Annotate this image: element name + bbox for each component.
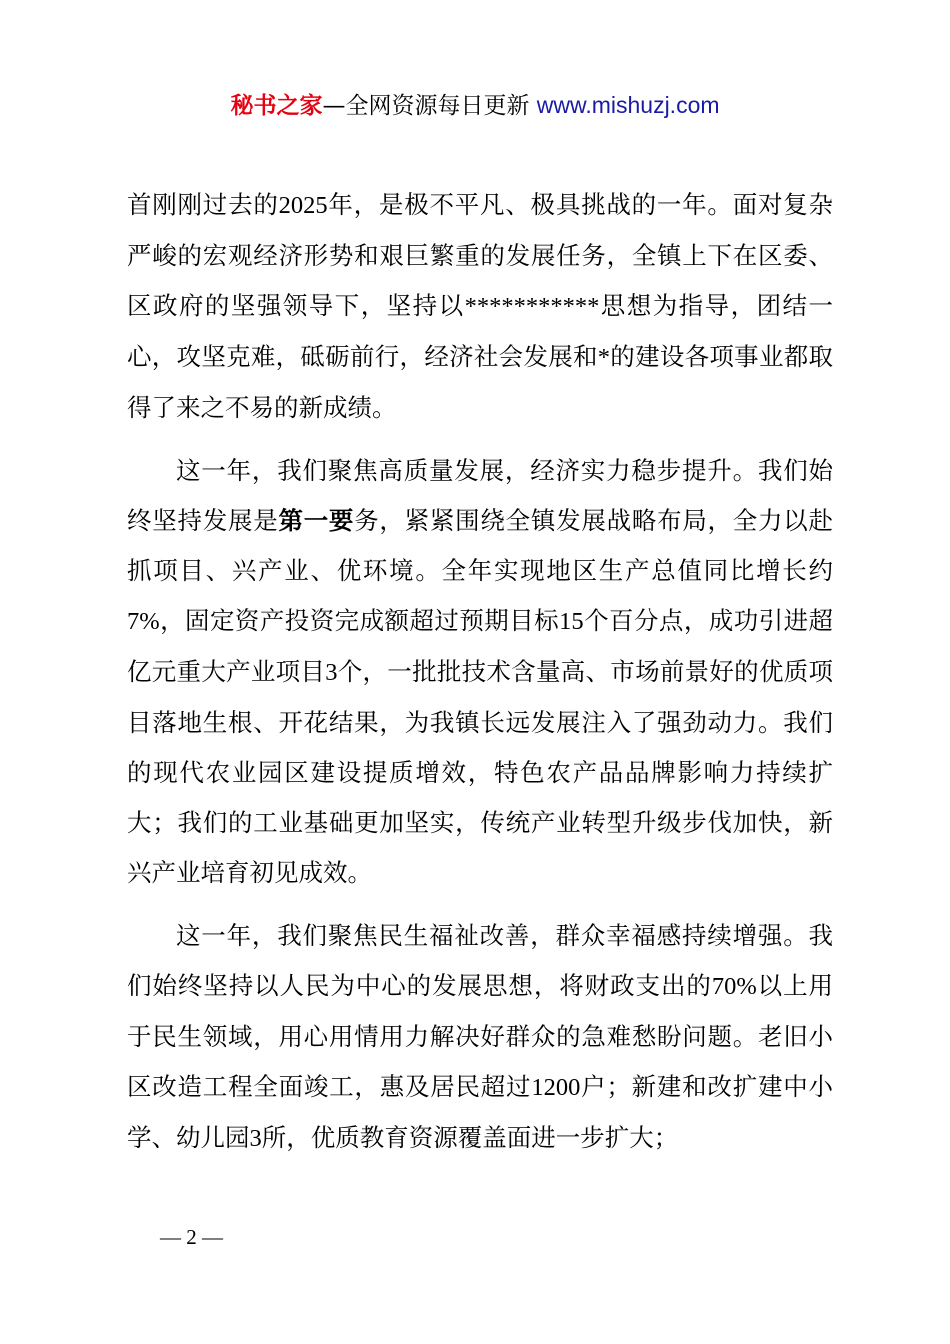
- text-segment: 这一年，我们聚焦民生福祉改善，群众幸福感持续增强。我们始终坚持以人民为中心的发展思想，将财政支出的: [127, 921, 833, 1000]
- growth-rate-value: 7%: [127, 608, 160, 635]
- text-segment: 这一年，我们聚焦高质量发展，经济实力稳步提升。我们始终坚持发展是: [127, 456, 833, 535]
- text-segment: ，固定资产投资完成额超过预期目标: [159, 606, 560, 635]
- text-segment: 以上用于民生领域，用心用情用力解决好群众的急难愁盼问题。老旧小区改造工程全面竣工，惠及居民超过: [127, 971, 834, 1101]
- school-count-value: 3: [249, 1125, 262, 1152]
- paragraph-2: [127, 446, 833, 898]
- brand-name: 秘书之家: [230, 93, 323, 119]
- paragraph-1: [127, 180, 833, 433]
- paragraph-3: [127, 911, 833, 1164]
- text-segment: 个，一批批技术含量高、市场前景好的优质项目落地生根、开花结果，为我镇长远发展注入了强劲动力。我们的现代农业园区建设提质增效，特色农产品品牌影响力持续扩大；我们的工业基础更加坚实，传统产业转型升级步伐加快，新兴产业培育初见成效。: [127, 657, 834, 887]
- document-body: [127, 180, 833, 1177]
- text-segment: 所，优质教育资源覆盖面进一步扩大；: [261, 1123, 679, 1152]
- text-segment: 务，紧紧围绕全镇发展战略布局，全力以赴抓项目、兴产业、优环境。全年实现地区生产总值同比增长约: [127, 506, 834, 585]
- percentage-points-value: 15: [559, 608, 584, 635]
- site-banner: [0, 88, 950, 123]
- text-segment: 户；新建和改扩建中小学、幼儿园: [127, 1072, 834, 1152]
- spending-share-value: 70%: [711, 973, 757, 1000]
- households-value: 1200: [531, 1074, 581, 1101]
- text-segment: 的建设各项事业都取得了来之不易的新成绩。: [127, 342, 834, 422]
- text-segment: 思想为指导，团结一心，攻坚克难，砥砺前行，经济社会发展和: [127, 291, 834, 371]
- banner-tagline: —全网资源每日更新: [322, 93, 537, 119]
- text-segment: 首刚刚过去的: [127, 190, 279, 219]
- project-count-value: 3: [325, 659, 338, 686]
- banner-url-link[interactable]: www.mishuzj.com: [536, 92, 720, 118]
- text-segment: 年，是极不平凡、极具挑战的一年。面对复杂严峻的宏观经济形势和艰巨繁重的发展任务，全镇上下在区委、区政府的坚强领导下，坚持以: [127, 190, 834, 320]
- text-segment: 个百分点，成功引进超亿元重大产业项目: [127, 606, 834, 686]
- year-value: 2025: [278, 192, 328, 219]
- redacted-text: ***********: [464, 293, 600, 320]
- redacted-text: *: [597, 344, 611, 371]
- page-number: — 2 —: [160, 1225, 223, 1249]
- bold-emphasis: 第一要: [278, 506, 355, 535]
